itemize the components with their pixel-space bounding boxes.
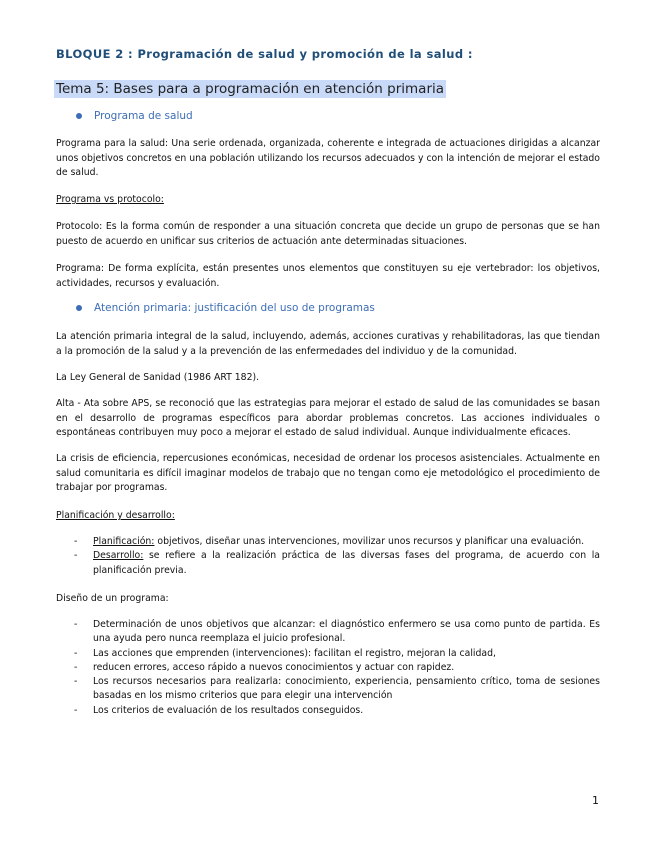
section-heading: Programa de salud bbox=[94, 110, 193, 122]
dash-marker: - bbox=[74, 676, 78, 688]
heading-planificacion-desarrollo: Planificación y desarrollo: bbox=[56, 510, 175, 521]
list-item bbox=[56, 549, 600, 578]
list-item-text: se refiere a la realización práctica de las diversas fases del programa, de acuerdo con la planificación previa. bbox=[93, 550, 600, 576]
list-item-term: Desarrollo: bbox=[93, 550, 144, 562]
list-item bbox=[56, 618, 600, 647]
paragraph-programa: Programa: De forma explícita, están presentes unos elementos que constituyen su eje vertebrador: los objetivos, actividades, recursos y evaluación. bbox=[56, 263, 600, 289]
bullet-dot-icon bbox=[76, 305, 82, 311]
planificacion-list bbox=[56, 535, 600, 578]
dash-marker: - bbox=[74, 661, 78, 673]
section-atencion-primaria bbox=[76, 302, 375, 314]
paragraph-protocolo: Protocolo: Es la forma común de responder a una situación concreta que decide un grupo de personas que se han puesto de acuerdo en unificar sus criterios de actuación ante determinadas situaciones. bbox=[56, 221, 600, 247]
list-item-text: objetivos, diseñar unas intervenciones, movilizar unos recursos y planificar una evaluación. bbox=[154, 536, 585, 547]
dash-marker: - bbox=[74, 536, 78, 547]
dash-marker: - bbox=[74, 704, 78, 716]
list-item-text: reducen errores, acceso rápido a nuevos conocimientos y actuar con rapidez. bbox=[93, 661, 455, 673]
heading-programa-vs-protocolo: Programa vs protocolo: bbox=[56, 194, 164, 205]
block-title: BLOQUE 2 : Programación de salud y promoción de la salud : bbox=[56, 47, 473, 61]
list-item bbox=[56, 704, 600, 718]
section-programa-de-salud bbox=[76, 110, 193, 122]
bullet-dot-icon bbox=[76, 113, 82, 119]
paragraph-atencion-primaria: La atención primaria integral de la salud, incluyendo, además, acciones curativas y rehabilitadoras, las que tiendan a la promoción de la salud y a la prevención de las enfermedades del individuo y de la comunidad. bbox=[56, 331, 600, 357]
paragraph-programa-definicion: Programa para la salud: Una serie ordenada, organizada, coherente e integrada de actuaciones dirigidas a alcanzar unos objetivos concretos en una población utilizando los recursos adecuados y con la intención de mejorar el estado de salud. bbox=[56, 138, 600, 179]
list-item bbox=[56, 647, 600, 661]
diseno-list bbox=[56, 618, 600, 718]
list-item-text: Determinación de unos objetivos que alcanzar: el diagnóstico enfermero se usa como punto de partida. Es una ayuda pero nunca reemplaza el juicio profesional. bbox=[93, 619, 600, 645]
list-item-text: Los recursos necesarios para realizarla: conocimiento, experiencia, pensamiento crítico, toma de sesiones basadas en los mismo criterios que para elegir una intervención bbox=[93, 676, 600, 702]
paragraph-crisis-eficiencia: La crisis de eficiencia, repercusiones económicas, necesidad de ordenar los procesos asistenciales. Actualmente en salud comunitaria es difícil imaginar modelos de trabajo que no tengan como eje metodológico el procedimiento de trabajar por programas. bbox=[56, 453, 600, 494]
list-item bbox=[56, 675, 600, 704]
paragraph-alta-ata: Alta - Ata sobre APS, se reconoció que las estrategias para mejorar el estado de salud de las comunidades se basan en el desarrollo de programas específicos para abordar problemas concretos. Las acciones individuales o espontáneas contribuyen muy poco a mejorar el estado de salud individual. Aunque individualmente eficaces. bbox=[56, 398, 600, 439]
section-heading: Atención primaria: justificación del uso de programas bbox=[94, 302, 375, 314]
list-item bbox=[56, 535, 600, 549]
paragraph-ley-general: La Ley General de Sanidad (1986 ART 182). bbox=[56, 372, 260, 383]
list-item bbox=[56, 661, 600, 675]
tema-title: Tema 5: Bases para a programación en atención primaria bbox=[56, 81, 445, 97]
list-item-text: Los criterios de evaluación de los resultados conseguidos. bbox=[93, 704, 364, 716]
list-item-text: Las acciones que emprenden (intervenciones): facilitan el registro, mejoran la calidad, bbox=[93, 647, 496, 659]
dash-marker: - bbox=[74, 647, 78, 659]
dash-marker: - bbox=[74, 619, 78, 630]
heading-diseno-programa: Diseño de un programa: bbox=[56, 593, 169, 604]
list-item-term: Planificación: bbox=[93, 536, 155, 547]
dash-marker: - bbox=[74, 550, 78, 562]
page-number: 1 bbox=[592, 794, 599, 807]
